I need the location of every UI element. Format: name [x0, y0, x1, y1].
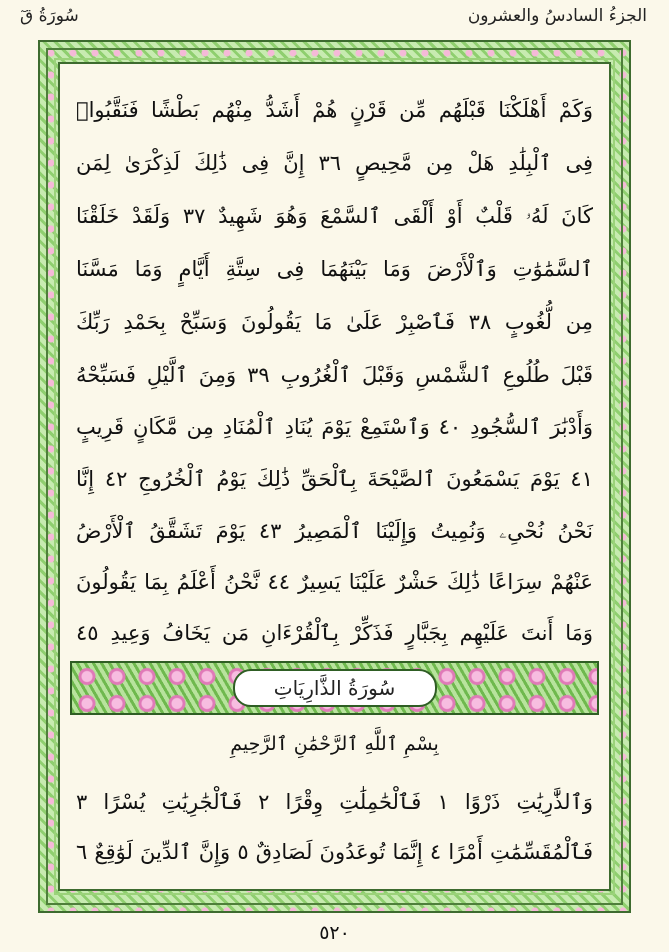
verse-line-8: ٤١ يَوْمَ يَسْمَعُونَ ٱلصَّيْحَةَ بِٱلْحَقِّ ذَٰلِكَ يَوْمُ ٱلْخُرُوجِ ٤٢ إِنَّا [76, 467, 593, 491]
page-number: ٥٢٠ [319, 922, 350, 944]
verse-line-4: ٱلسَّمَٰوَٰتِ وَٱلْأَرْضَ وَمَا بَيْنَهُمَا فِى سِتَّةِ أَيَّامٍ وَمَا مَسَّنَا [76, 257, 593, 281]
page-header [0, 0, 669, 38]
verse-line-3: كَانَ لَهُۥ قَلْبٌ أَوْ أَلْقَى ٱلسَّمْعَ وَهُوَ شَهِيدٌ ٣٧ وَلَقَدْ خَلَقْنَا [76, 204, 593, 228]
verse-line-5: مِن لُّغُوبٍ ٣٨ فَٱصْبِرْ عَلَىٰ مَا يَقُولُونَ وَسَبِّحْ بِحَمْدِ رَبِّكَ [76, 310, 594, 334]
next-surah-line-2: فَٱلْمُقَسِّمَٰتِ أَمْرًا ٤ إِنَّمَا تُوعَدُونَ لَصَادِقٌ ٥ وَإِنَّ ٱلدِّينَ لَوَٰقِعٌ ٦ [76, 840, 593, 864]
surah-title-banner [70, 661, 599, 715]
basmala: بِسْمِ ٱللَّهِ ٱلرَّحْمَٰنِ ٱلرَّحِيمِ [230, 733, 439, 755]
surah-title: سُورَةُ الذَّارِيَاتِ [233, 669, 437, 707]
verse-line-11: وَمَا أَنتَ عَلَيْهِم بِجَبَّارٍ فَذَكِّرْ بِٱلْقُرْءَانِ مَن يَخَافُ وَعِيدِ ٤٥ [76, 621, 593, 645]
verse-line-9: نَحْنُ نُحْىِۦ وَنُمِيتُ وَإِلَيْنَا ٱلْمَصِيرُ ٤٣ يَوْمَ تَشَقَّقُ ٱلْأَرْضُ [76, 519, 594, 543]
verse-line-1: وَكَمْ أَهْلَكْنَا قَبْلَهُم مِّن قَرْنٍ هُمْ أَشَدُّ مِنْهُم بَطْشًا فَنَقَّبُوا۟ [76, 98, 593, 122]
surah-name-label: سُورَةُ قٓ [20, 6, 79, 26]
verse-line-6: قَبْلَ طُلُوعِ ٱلشَّمْسِ وَقَبْلَ ٱلْغُرُوبِ ٣٩ وَمِنَ ٱلَّيْلِ فَسَبِّحْهُ [76, 363, 593, 387]
next-surah-line-1: وَٱلذَّٰرِيَٰتِ ذَرْوًا ١ فَٱلْحَٰمِلَٰتِ وِقْرًا ٢ فَٱلْجَٰرِيَٰتِ يُسْرًا ٣ [76, 790, 593, 814]
verse-line-7: وَأَدْبَٰرَ ٱلسُّجُودِ ٤٠ وَٱسْتَمِعْ يَوْمَ يُنَادِ ٱلْمُنَادِ مِن مَّكَانٍ قَرِيبٍ [76, 415, 593, 439]
verse-line-10: عَنْهُمْ سِرَاعًا ذَٰلِكَ حَشْرٌ عَلَيْنَا يَسِيرٌ ٤٤ نَّحْنُ أَعْلَمُ بِمَا يَقُولُونَ [76, 570, 594, 594]
juz-label: الجزءُ السادسُ والعشرون [467, 6, 647, 26]
verse-line-2: فِى ٱلْبِلَٰدِ هَلْ مِن مَّحِيصٍ ٣٦ إِنَّ فِى ذَٰلِكَ لَذِكْرَىٰ لِمَن [76, 151, 594, 175]
text-panel [58, 62, 611, 891]
